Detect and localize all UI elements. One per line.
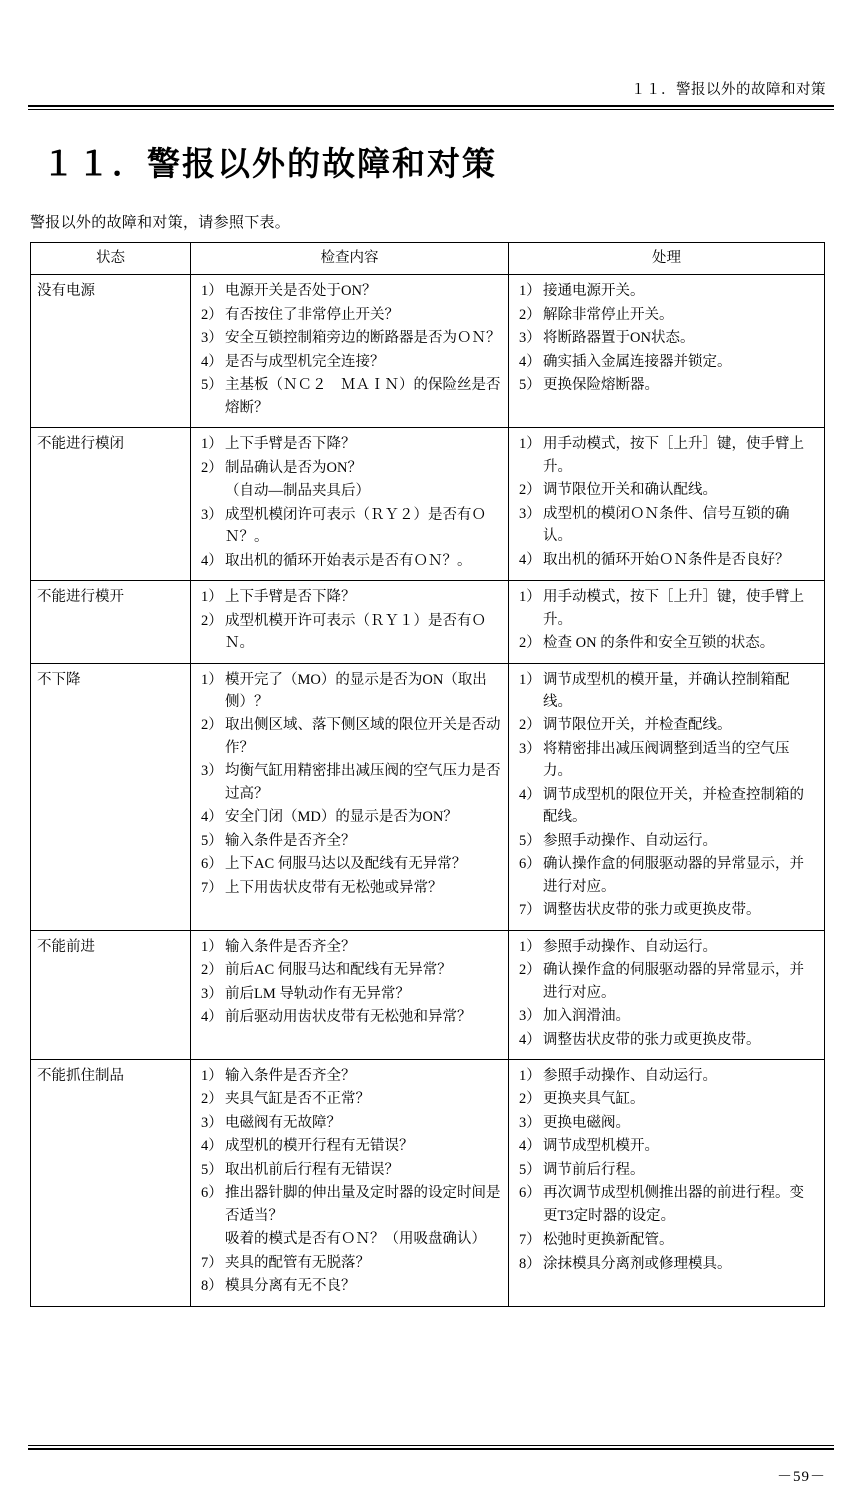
- item-text: 调节成型机模开。: [543, 1138, 659, 1155]
- item-text: 将断路器置于ON状态。: [543, 330, 695, 347]
- item-text: 参照手动操作、自动运行。: [543, 938, 717, 955]
- item-number: 6）: [201, 1185, 223, 1202]
- item-text: 上下手臂是否下降？: [225, 436, 356, 453]
- check-cell: [191, 930, 509, 1059]
- list-item: [197, 550, 502, 572]
- item-number: 1）: [519, 436, 541, 453]
- footer-divider: [28, 1445, 834, 1450]
- list-item: [515, 351, 818, 373]
- list-item: [515, 632, 818, 654]
- item-text: 模具分离有无不良？: [225, 1278, 356, 1295]
- list-item: [197, 1112, 502, 1134]
- running-head: １１．警报以外的故障和对策: [631, 82, 826, 98]
- item-number: 2）: [519, 1091, 541, 1108]
- list-item: [515, 549, 818, 571]
- item-list: [515, 586, 818, 654]
- item-text: 调节成型机的限位开关，并检查控制箱的配线。: [543, 786, 804, 826]
- action-cell: [509, 581, 825, 663]
- item-text: 调整齿状皮带的张力或更换皮带。: [543, 902, 761, 919]
- table-row: [31, 930, 825, 1059]
- item-text: 用手动模式，按下［上升］键，使手臂上升。: [543, 589, 804, 628]
- table-body: [31, 275, 825, 1306]
- list-item: [515, 1229, 818, 1251]
- state-cell: 不下降: [31, 663, 191, 930]
- item-number: 1）: [519, 671, 541, 688]
- item-number: 7）: [519, 902, 541, 919]
- item-number: 3）: [519, 505, 541, 522]
- item-text: 调整齿状皮带的张力或更换皮带。: [543, 1031, 761, 1048]
- item-text: 成型机的模开行程有无错误？: [225, 1138, 414, 1155]
- action-cell: [509, 663, 825, 930]
- list-item: [197, 853, 502, 875]
- table-row: [31, 663, 825, 930]
- item-text: 更换保险熔断器。: [543, 377, 659, 394]
- item-text: 上下用齿状皮带有无松弛或异常？: [225, 879, 443, 896]
- item-number: 4）: [519, 1138, 541, 1155]
- item-list: [197, 1065, 502, 1298]
- item-text: 制品确认是否为ON？: [225, 459, 362, 476]
- item-text: 用手动模式，按下［上升］键，使手臂上升。: [543, 436, 804, 475]
- item-number: 4）: [519, 353, 541, 370]
- item-number: 2）: [519, 635, 541, 652]
- list-item: [515, 1159, 818, 1181]
- item-text: 取出机前后行程有无错误？: [225, 1161, 399, 1178]
- item-number: 1）: [519, 589, 541, 606]
- list-item: [197, 327, 502, 349]
- item-number: 5）: [519, 377, 541, 394]
- list-item: [197, 959, 502, 981]
- list-item: [197, 504, 502, 549]
- list-item: [515, 479, 818, 501]
- item-list: [515, 669, 818, 922]
- item-text: 主基板（ＮＣ２ ＭＡＩＮ）的保险丝是否熔断？: [225, 377, 501, 416]
- table-row: [31, 428, 825, 581]
- item-number: 2）: [201, 1091, 223, 1108]
- list-item: [515, 304, 818, 326]
- item-number: 5）: [519, 1161, 541, 1178]
- list-item: [197, 877, 502, 899]
- item-text: 是否与成型机完全连接？: [225, 353, 385, 370]
- item-text: 取出机的循环开始表示是否有ＯＮ？。: [225, 552, 472, 569]
- list-item: [515, 503, 818, 548]
- item-text: 有否按住了非常停止开关？: [225, 306, 399, 323]
- item-number: 7）: [519, 1232, 541, 1249]
- list-item: [197, 304, 502, 326]
- list-item: [197, 1006, 502, 1028]
- list-item: [197, 830, 502, 852]
- item-text: 吸着的模式是否有ＯＮ？（用吸盘确认）: [225, 1231, 486, 1248]
- list-item: [197, 610, 502, 655]
- table-row: [31, 1060, 825, 1307]
- list-item: [515, 280, 818, 302]
- item-number: 4）: [201, 809, 223, 826]
- check-cell: [191, 663, 509, 930]
- item-number: 4）: [201, 1009, 223, 1026]
- item-number: 2）: [201, 962, 223, 979]
- item-number: 3）: [201, 506, 223, 523]
- list-item: [197, 760, 502, 805]
- column-header-state: 状态: [31, 243, 191, 275]
- list-item: [197, 1065, 502, 1087]
- item-number: 8）: [201, 1278, 223, 1295]
- item-text: 前后驱动用齿状皮带有无松弛和异常？: [225, 1009, 472, 1026]
- item-number: 3）: [519, 1114, 541, 1131]
- item-number: 2）: [519, 306, 541, 323]
- item-number: 2）: [201, 717, 223, 734]
- list-item: [197, 1228, 502, 1250]
- item-number: 3）: [201, 1114, 223, 1131]
- item-number: 5）: [519, 832, 541, 849]
- list-item: [197, 586, 502, 608]
- item-number: 4）: [201, 353, 223, 370]
- list-item: [197, 480, 502, 502]
- item-text: 上下AC 伺服马达以及配线有无异常？: [225, 856, 467, 873]
- item-number: 7）: [201, 1254, 223, 1271]
- list-item: [197, 351, 502, 373]
- item-text: 输入条件是否齐全？: [225, 938, 356, 955]
- item-text: 调节限位开关，并检查配线。: [543, 717, 732, 734]
- item-text: 将精密排出减压阀调整到适当的空气压力。: [543, 740, 790, 780]
- list-item: [515, 374, 818, 396]
- item-text: （自动—制品夹具后）: [225, 483, 370, 500]
- list-item: [197, 983, 502, 1005]
- list-item: [515, 1088, 818, 1110]
- item-list: [515, 433, 818, 571]
- list-item: [197, 669, 502, 714]
- check-cell: [191, 428, 509, 581]
- item-number: 3）: [201, 985, 223, 1002]
- item-text: 成型机的模闭ＯＮ条件、信号互锁的确认。: [543, 505, 790, 545]
- list-item: [515, 853, 818, 898]
- action-cell: [509, 930, 825, 1059]
- item-number: 4）: [519, 551, 541, 568]
- check-cell: [191, 275, 509, 428]
- list-item: [197, 1182, 502, 1227]
- list-item: [515, 669, 818, 714]
- list-item: [197, 936, 502, 958]
- item-text: 取出机的循环开始ＯＮ条件是否良好？: [543, 551, 790, 568]
- item-text: 安全互锁控制箱旁边的断路器是否为ＯＮ？: [225, 330, 501, 347]
- item-text: 均衡气缸用精密排出减压阀的空气压力是否过高？: [225, 763, 501, 802]
- item-number: 6）: [519, 1185, 541, 1202]
- state-cell: 不能前进: [31, 930, 191, 1059]
- item-text: 电磁阀有无故障？: [225, 1114, 341, 1131]
- header-divider: [28, 105, 834, 110]
- list-item: [515, 714, 818, 736]
- list-item: [515, 1005, 818, 1027]
- list-item: [515, 1065, 818, 1087]
- item-text: 再次调节成型机侧推出器的前进行程。变更T3定时器的设定。: [543, 1185, 804, 1224]
- item-number: 3）: [519, 1008, 541, 1025]
- check-cell: [191, 581, 509, 663]
- list-item: [197, 457, 502, 479]
- item-text: 加入润滑油。: [543, 1008, 630, 1025]
- item-number: 5）: [201, 832, 223, 849]
- list-item: [515, 586, 818, 631]
- item-number: 1）: [519, 938, 541, 955]
- item-text: 调节成型机的模开量，并确认控制箱配线。: [543, 671, 790, 710]
- item-number: 3）: [519, 330, 541, 347]
- item-number: 1）: [201, 283, 223, 300]
- item-number: 6）: [519, 856, 541, 873]
- list-item: [515, 738, 818, 783]
- item-text: 夹具的配管有无脱落？: [225, 1254, 370, 1271]
- list-item: [515, 1182, 818, 1227]
- state-cell: 不能抓住制品: [31, 1060, 191, 1307]
- item-text: 更换电磁阀。: [543, 1114, 630, 1131]
- item-number: 1）: [201, 938, 223, 955]
- item-number: 2）: [201, 612, 223, 629]
- item-number: 7）: [201, 879, 223, 896]
- item-text: 前后LM 导轨动作有无异常？: [225, 985, 410, 1002]
- action-cell: [509, 1060, 825, 1307]
- column-header-check: 检查内容: [191, 243, 509, 275]
- list-item: [197, 1252, 502, 1274]
- page-number: －59－: [776, 1469, 826, 1485]
- item-text: 推出器针脚的伸出量及定时器的设定时间是否适当？: [225, 1185, 501, 1224]
- item-number: 4）: [519, 786, 541, 803]
- item-number: 2）: [519, 482, 541, 499]
- item-text: 输入条件是否齐全？: [225, 832, 356, 849]
- check-cell: [191, 1060, 509, 1307]
- item-text: 输入条件是否齐全？: [225, 1068, 356, 1084]
- page-title: １１．警报以外的故障和对策: [42, 147, 497, 183]
- item-list: [197, 669, 502, 900]
- item-text: 电源开关是否处于ON？: [225, 283, 377, 300]
- list-item: [515, 830, 818, 852]
- item-text: 确实插入金属连接器并锁定。: [543, 353, 732, 370]
- list-item: [515, 936, 818, 958]
- list-item: [515, 899, 818, 921]
- list-item: [197, 714, 502, 759]
- item-number: 8）: [519, 1255, 541, 1272]
- item-text: 取出侧区域、落下侧区域的限位开关是否动作？: [225, 717, 501, 756]
- table-row: [31, 581, 825, 663]
- item-number: 1）: [201, 671, 223, 688]
- item-number: 1）: [519, 283, 541, 300]
- item-number: 6）: [201, 856, 223, 873]
- item-number: 2）: [201, 306, 223, 323]
- intro-text: 警报以外的故障和对策，请参照下表。: [30, 215, 291, 231]
- item-text: 接通电源开关。: [543, 283, 645, 300]
- item-number: 3）: [201, 330, 223, 347]
- item-text: 调节前后行程。: [543, 1161, 645, 1178]
- list-item: [515, 1253, 818, 1275]
- state-cell: 不能进行模闭: [31, 428, 191, 581]
- item-text: 涂抹模具分离剂或修理模具。: [543, 1255, 732, 1272]
- item-number: 2）: [519, 962, 541, 979]
- item-text: 确认操作盒的伺服驱动器的异常显示，并进行对应。: [543, 856, 804, 895]
- item-number: 3）: [201, 763, 223, 780]
- item-text: 松弛时更换新配管。: [543, 1232, 674, 1249]
- table-row: [31, 275, 825, 428]
- item-number: 2）: [519, 717, 541, 734]
- item-number: 4）: [201, 552, 223, 569]
- item-text: 前后AC 伺服马达和配线有无异常？: [225, 962, 452, 979]
- list-item: [515, 433, 818, 478]
- item-list: [515, 1065, 818, 1275]
- item-text: 模开完了（MO）的显示是否为ON（取出侧）？: [225, 671, 487, 710]
- list-item: [197, 1159, 502, 1181]
- item-text: 确认操作盒的伺服驱动器的异常显示，并进行对应。: [543, 962, 804, 1001]
- item-text: 成型机模闭许可表示（ＲＹ２）是否有ＯＮ？。: [225, 506, 486, 546]
- list-item: [197, 1275, 502, 1297]
- action-cell: [509, 275, 825, 428]
- item-number: 4）: [201, 1138, 223, 1155]
- list-item: [197, 1135, 502, 1157]
- item-text: 夹具气缸是否不正常？: [225, 1091, 370, 1108]
- item-text: 安全门闭（MD）的显示是否为ON？: [225, 809, 458, 826]
- item-list: [197, 433, 502, 572]
- item-list: [197, 586, 502, 654]
- list-item: [197, 433, 502, 455]
- item-list: [515, 936, 818, 1051]
- item-text: 参照手动操作、自动运行。: [543, 1068, 717, 1084]
- list-item: [197, 374, 502, 419]
- list-item: [515, 1112, 818, 1134]
- list-item: [197, 280, 502, 302]
- list-item: [515, 1135, 818, 1157]
- table-header-row: [31, 243, 825, 275]
- item-number: 1）: [201, 1068, 223, 1084]
- item-number: 1）: [201, 589, 223, 606]
- item-number: 5）: [201, 377, 223, 394]
- item-number: 3）: [519, 740, 541, 757]
- item-text: 上下手臂是否下降？: [225, 589, 356, 606]
- column-header-action: 处理: [509, 243, 825, 275]
- item-text: 参照手动操作、自动运行。: [543, 832, 717, 849]
- list-item: [515, 1029, 818, 1051]
- action-cell: [509, 428, 825, 581]
- item-list: [197, 936, 502, 1029]
- item-number: 2）: [201, 459, 223, 476]
- list-item: [515, 784, 818, 829]
- troubleshooting-table: [30, 242, 825, 1307]
- item-text: 检查 ON 的条件和安全互锁的状态。: [543, 635, 775, 652]
- state-cell: 不能进行模开: [31, 581, 191, 663]
- item-number: 4）: [519, 1031, 541, 1048]
- state-cell: 没有电源: [31, 275, 191, 428]
- item-list: [515, 280, 818, 396]
- item-text: 成型机模开许可表示（ＲＹ１）是否有ＯＮ。: [225, 612, 486, 652]
- item-number: 1）: [519, 1068, 541, 1084]
- list-item: [515, 959, 818, 1004]
- item-text: 更换夹具气缸。: [543, 1091, 645, 1108]
- item-list: [197, 280, 502, 419]
- item-number: 1）: [201, 436, 223, 453]
- item-text: 调节限位开关和确认配线。: [543, 482, 717, 499]
- list-item: [197, 806, 502, 828]
- list-item: [197, 1088, 502, 1110]
- list-item: [515, 327, 818, 349]
- item-number: 5）: [201, 1161, 223, 1178]
- item-text: 解除非常停止开关。: [543, 306, 674, 323]
